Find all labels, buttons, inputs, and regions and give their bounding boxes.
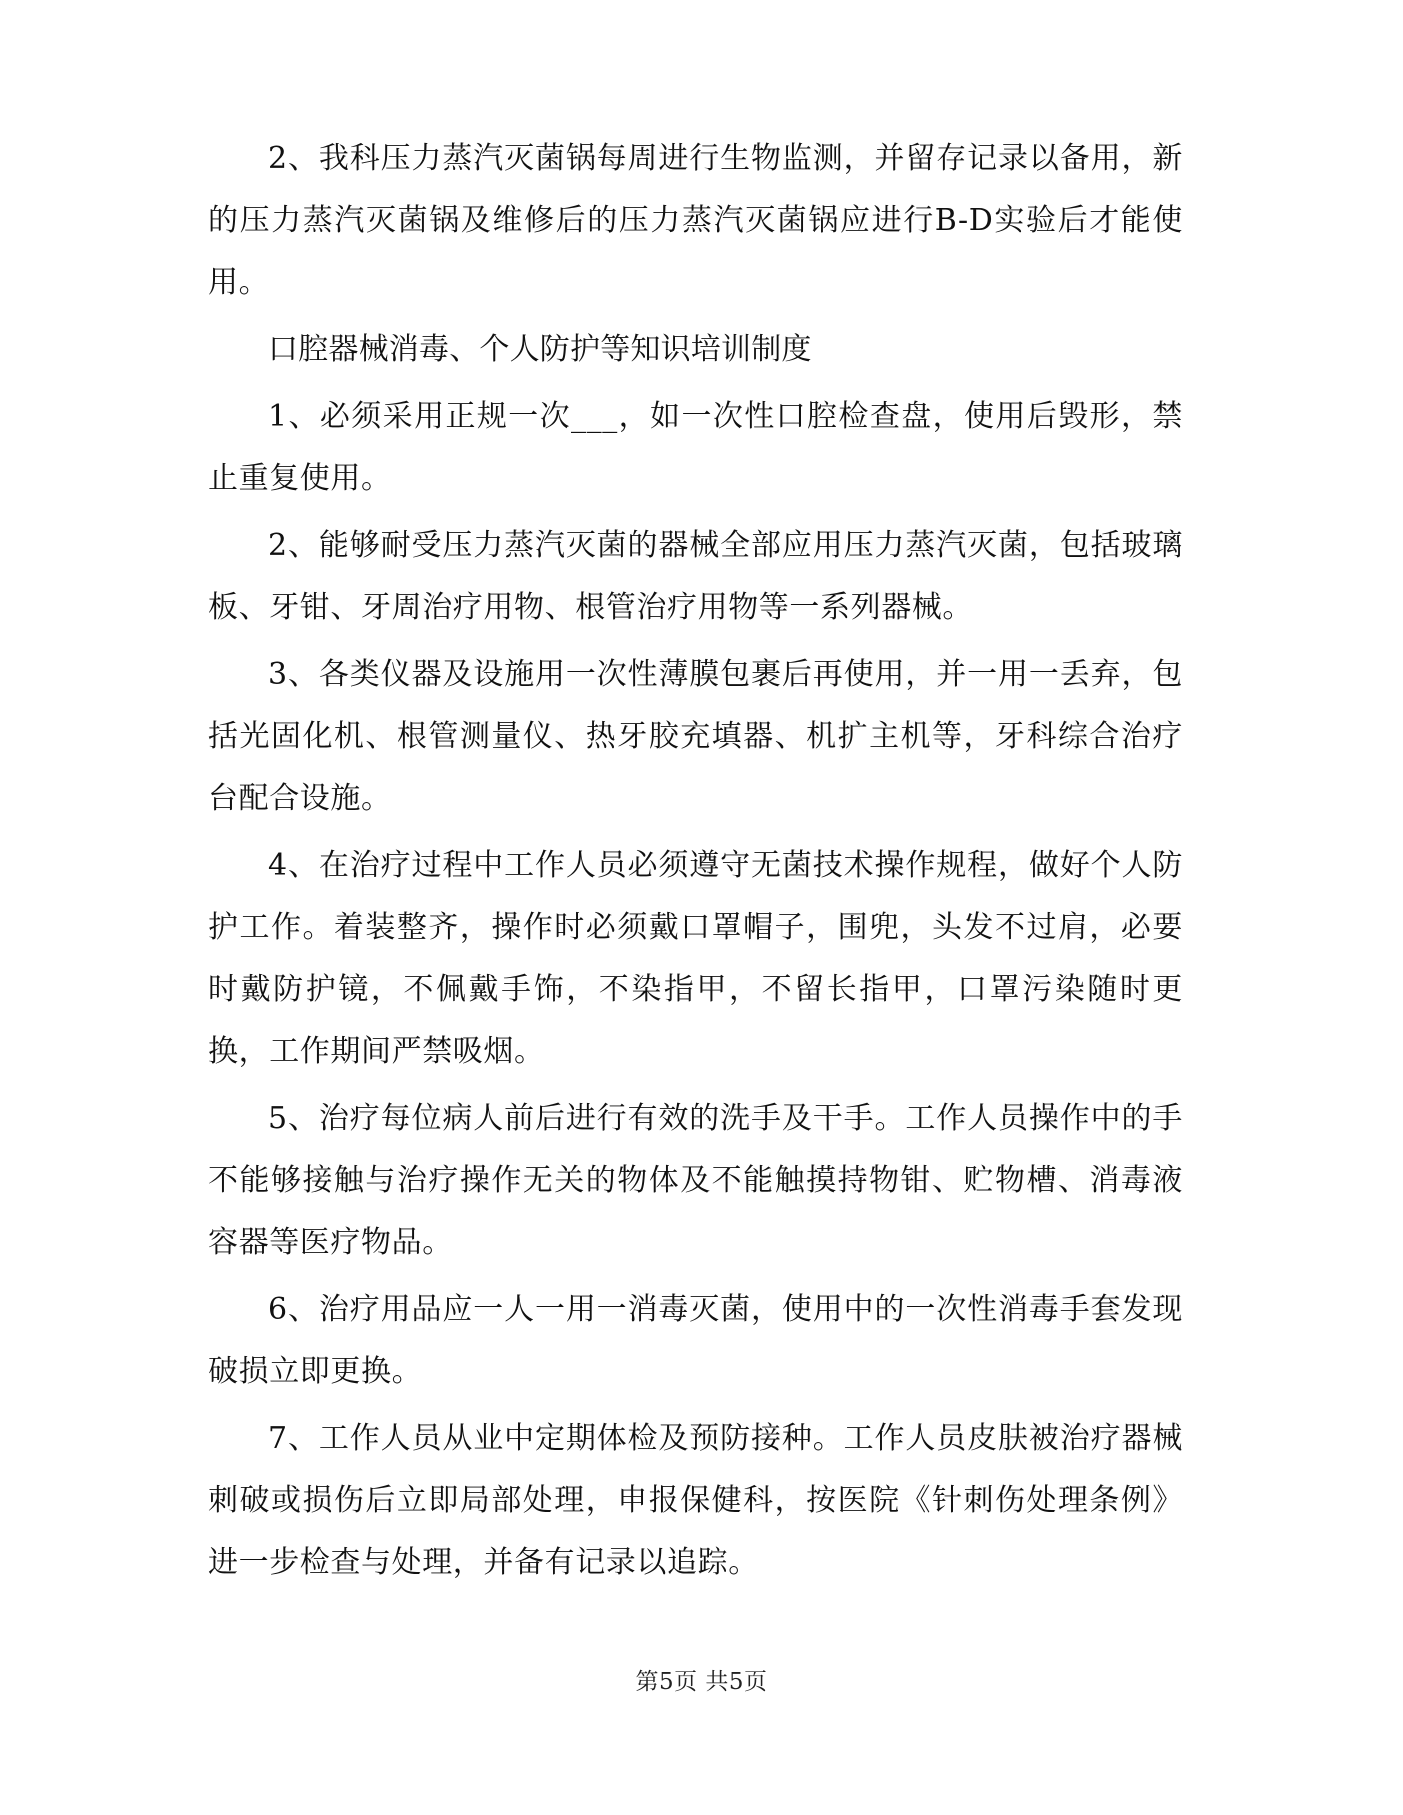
section-heading: 口腔器械消毒、个人防护等知识培训制度 [268,332,812,367]
paragraph-item-1: 1、必须采用正规一次___，如一次性口腔检查盘，使用后毁形，禁止重复使用。 [208,399,1183,496]
page-number: 第5页 共5页 [635,1669,768,1695]
document-body [208,128,1183,1599]
paragraph-sterilizer-monitoring: 2、我科压力蒸汽灭菌锅每周进行生物监测，并留存记录以备用，新的压力蒸汽灭菌锅及维修后的压力蒸汽灭菌锅应进行B-D实验后才能使用。 [208,141,1183,300]
paragraph-item-3: 3、各类仪器及设施用一次性薄膜包裹后再使用，并一用一丢弃，包括光固化机、根管测量仪、热牙胶充填器、机扩主机等，牙科综合治疗台配合设施。 [208,657,1183,816]
paragraph-item-2: 2、能够耐受压力蒸汽灭菌的器械全部应用压力蒸汽灭菌，包括玻璃板、牙钳、牙周治疗用物、根管治疗用物等一系列器械。 [208,528,1183,625]
paragraph-item-7: 7、工作人员从业中定期体检及预防接种。工作人员皮肤被治疗器械刺破或损伤后立即局部处理，申报保健科，按医院《针刺伤处理条例》进一步检查与处理，并备有记录以追踪。 [208,1421,1183,1580]
paragraph-item-6: 6、治疗用品应一人一用一消毒灭菌，使用中的一次性消毒手套发现破损立即更换。 [208,1292,1183,1389]
paragraph-item-4: 4、在治疗过程中工作人员必须遵守无菌技术操作规程，做好个人防护工作。着装整齐，操作时必须戴口罩帽子，围兜，头发不过肩，必要时戴防护镜，不佩戴手饰，不染指甲，不留长指甲，口罩污染随时更换，工作期间严禁吸烟。 [208,848,1183,1069]
paragraph-item-5: 5、治疗每位病人前后进行有效的洗手及干手。工作人员操作中的手不能够接触与治疗操作无关的物体及不能触摸持物钳、贮物槽、消毒液容器等医疗物品。 [208,1101,1183,1260]
